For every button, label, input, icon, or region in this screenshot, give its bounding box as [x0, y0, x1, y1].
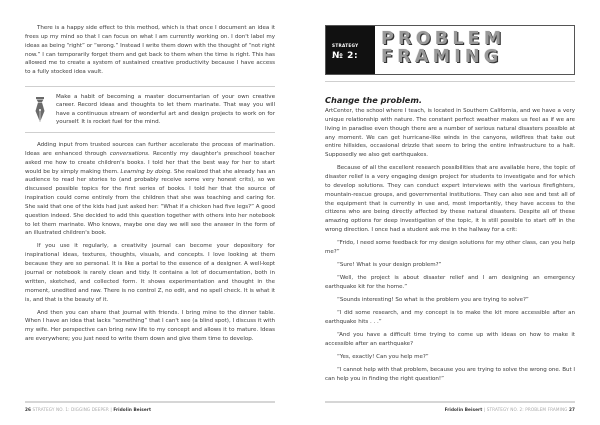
header-rule [325, 81, 575, 82]
left-paragraph-4: And then you can share that journal with friends. I bring mine to the dinner table. When I have an idea that lacks “something” that I can't see (a blind spot), I discuss it with my wife. Her perspective can bring new life to my concept and allows it to mature. Ideas are everywhere; you just need to write them down and give them time to develop. [25, 309, 275, 343]
title-line-2: FRAMING [381, 46, 503, 67]
subheading: Change the problem. [325, 95, 422, 105]
dialogue-line: “Sure! What is your design problem?” [337, 262, 442, 269]
footer-separator: | [483, 406, 486, 412]
tip-rule-top [25, 86, 275, 87]
footer-line [325, 407, 575, 412]
dialogue-line: “Yes, exactly! Can you help me?” [337, 353, 429, 360]
chapter-title [381, 31, 505, 66]
footer-line [25, 407, 275, 412]
right-paragraph-2: Because of all the excellent research possibilities that are available here, the topic of disaster relief is a very engaging design project for students to investigate and for which to develop solutions. They can conduct expert interviews with the various firefighters, mountain-rescue groups, and governmental institutions. They can also see and test all of the equipment that is currently in use and, most importantly, they have access to the citizens who are being directly affected by these natural disasters. Despite all of these amazing options for deep investigation of the topic, it is still possible to start off in the wrong direction. I once had a student ask me in the hallway for a crit: [325, 165, 575, 234]
footer-author: Fridolin Beisert [113, 406, 152, 412]
dialogue-line: “Frido, I need some feedback for my design solutions for my other class, can you help me?” [325, 240, 575, 256]
left-paragraph-3: If you use it regularly, a creativity journal can become your depository for inspirational ideas, textures, thoughts, visuals, and concepts. I love looking at them because they are so personal. It is like a portal to the essence of a designer. A well-kept journal or notebook is rarely clean and tidy. It contains a lot of documentation, both in written, sketched, and collected form. It shows experimentation and thought in the moment, unedited and raw. There is no control Z, no edit, and no spell check. It is what it is, and that is the beauty of it. [25, 243, 275, 303]
footer-author: Fridolin Beisert [444, 406, 483, 412]
strategy-badge [326, 26, 375, 74]
text-run: She realized that she already has an audience to read her stories to (and probably receive some very honest crits), so we discussed possible topics for the first series of books. I told her that the source of inspiration could come entirely from the children that she was teaching and caring for. She said that one of the kids had just asked her: “What if a chicken had five legs?” A good question indeed. She decided to add this question together with others into her notebook to let them marinate. Who knows, maybe one day we will see the answer in the form of an illustrated children's book. [25, 168, 275, 237]
emphasis-conversations: conversations. [109, 150, 150, 157]
text-run: Adding input from trusted sources can further accelerate the process of marination. Ideas are enhanced through [25, 142, 275, 157]
left-body [25, 141, 275, 344]
left-paragraph-1: There is a happy side effect to this method, which is that once I document an idea it frees up my mind so that I can focus on what I am currently working on. I don't label my ideas as being “right” or “wrong.” Instead I write them down with the thought of “not right now.” I can temporarily forget them and get back to them when the time is right. This has allowed me to create a system of sustained creative productivity because I have access to a fully stocked idea vault. [25, 25, 275, 76]
dialogue-line: “Sounds interesting! So what is the problem you are trying to solve?” [337, 296, 529, 303]
footer-rule [25, 401, 275, 403]
footer-section: STRATEGY NO. 2: PROBLEM FRAMING [486, 406, 568, 412]
left-footer [25, 401, 275, 412]
dialogue-line: “Well, the project is about disaster relief and I am designing an emergency earthquake kit for the home.” [325, 275, 575, 290]
dialogue-line: “I cannot help with that problem, because you are trying to solve the wrong one. But I can help you in finding the right question!” [325, 366, 575, 382]
strategy-label: STRATEGY [332, 43, 359, 48]
dialogue-line: “I did some research, and my concept is to make the kit more accessible after an earthquake hits . . .” [325, 310, 575, 325]
fountain-pen-icon [35, 97, 45, 123]
page-number: 26 [25, 406, 32, 412]
tip-callout [25, 86, 275, 133]
title-line-1: PROBLEM [381, 29, 506, 49]
strategy-number: № 2: [332, 51, 359, 61]
dialogue-line: “And you have a difficult time trying to come up with ideas on how to make it accessible after an earthquake? [325, 331, 575, 347]
left-intro [25, 24, 275, 77]
footer-rule [325, 401, 575, 403]
footer-separator: | [110, 406, 112, 412]
right-paragraph-1: ArtCenter, the school where I teach, is located in Southern California, and we have a very unique relationship with nature. The constant perfect weather makes us feel as if we are living in paradise even though there are a number of serious natural disasters possible at any moment. We can get hurricane-like winds in the canyons, wildfires that take out entire hillsides, occasional drizzle that seem to bring the entire infrastructure to a halt. Supposedly we also get earthquakes. [325, 108, 575, 159]
tip-rule-bottom [25, 132, 275, 133]
text-run: Recently my daughter's preschool teacher asked me how to create children's books. I told her that the best way for her to start would be by simply making them. [25, 150, 275, 175]
emphasis-learning-by-doing: Learning by doing. [120, 168, 173, 175]
right-body [325, 107, 575, 383]
right-footer [325, 401, 575, 412]
page-number: 27 [568, 406, 575, 412]
tip-text: Make a habit of becoming a master documentarian of your own creative career. Record ideas and thoughts to let them marinate. That way you will have a continuous stream of wonderful art and design projects to work on for yourself. It is rocket fuel for the mind. [56, 94, 275, 125]
left-paragraph-2 [25, 141, 275, 238]
footer-section: STRATEGY NO. 1: DIGGING DEEPER [32, 406, 109, 412]
right-page [300, 0, 600, 425]
strategy-header [325, 25, 575, 75]
